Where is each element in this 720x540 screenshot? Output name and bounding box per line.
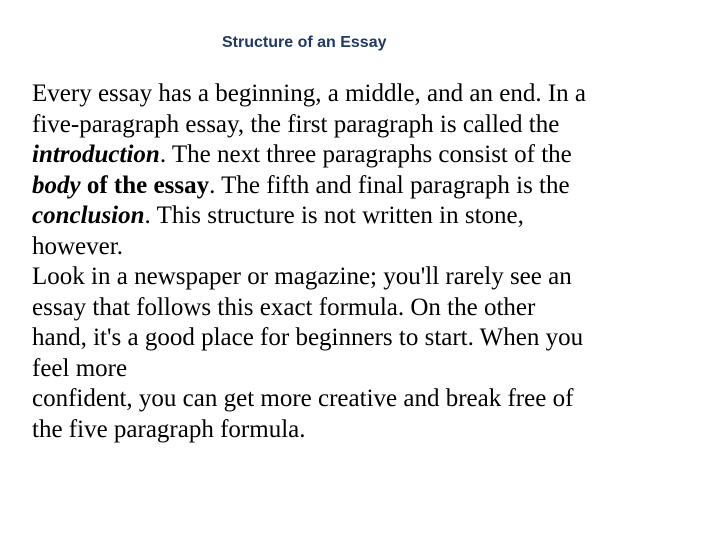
line-text: . The next three paragraphs consist of the [159, 141, 572, 168]
essay-body-text [32, 79, 704, 445]
slide-title: Structure of an Essay [222, 34, 387, 51]
term-introduction: introduction [32, 141, 160, 168]
text-line: hand, it's a good place for beginners to start. When you [32, 324, 584, 351]
text-line: confident, you can get more creative and break free of [32, 385, 574, 412]
line-text: . This structure is not written in stone, [144, 202, 524, 229]
line-text: . The fifth and final paragraph is the [209, 171, 570, 199]
text-line: feel more [32, 354, 128, 382]
text-line: the five paragraph formula. [32, 415, 306, 443]
term-conclusion: conclusion [32, 202, 145, 229]
text-line: however. [32, 232, 123, 260]
text-line [32, 171, 704, 202]
term-body: body [32, 171, 81, 199]
bold-phrase: of the essay [80, 171, 210, 199]
text-line [32, 201, 704, 232]
text-line: Look in a newspaper or magazine; you'll rarely see an [32, 263, 572, 290]
text-line: five-paragraph essay, the first paragraph is called the [32, 110, 560, 138]
text-line: Every essay has a beginning, a middle, and an end. In a [32, 80, 586, 107]
text-line: essay that follows this exact formula. On the other [32, 293, 536, 321]
text-line [32, 140, 704, 171]
